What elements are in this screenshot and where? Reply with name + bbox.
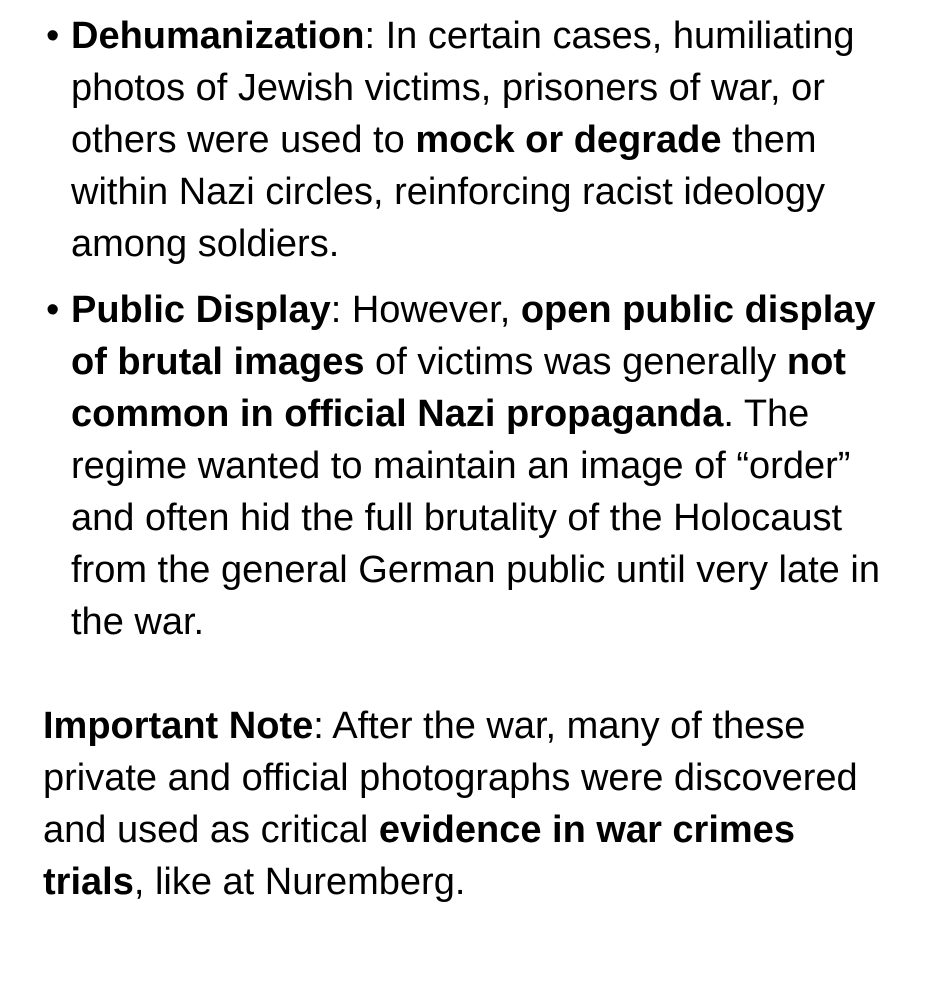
text-segment: , like at Nuremberg. [133,861,466,903]
bullet-term: Dehumanization [71,15,365,57]
text-segment: : After the war, many of these private and official photographs were discovered and used as critical [43,705,858,851]
text-segment: . The regime wanted to maintain an image of “order” and often hid the full brutality of the Holocaust from the general German public until very late in the war. [71,393,880,643]
emphasis-text: mock or degrade [415,119,722,161]
bullet-term: Public Display [71,289,331,331]
emphasis-text: not common in official Nazi propaganda [71,341,846,435]
bullet-dot-icon: • [46,15,60,57]
bullet-dot-icon: • [46,289,60,331]
bullet-text [71,284,889,648]
emphasis-text: evidence in war crimes trials [43,809,795,903]
text-segment: : In certain cases, humiliating photos of Jewish victims, prisoners of war, or others were used to [71,15,855,161]
note-label: Important Note [43,705,314,747]
text-segment: them within Nazi circles, reinforcing racist ideology among soldiers. [71,119,825,265]
emphasis-text: open public display of brutal images [71,289,876,383]
bullet-text [71,10,889,270]
text-segment: : However, [330,289,521,331]
text-segment: of victims was generally [364,341,787,383]
bullet-item-dehumanization [0,10,929,270]
bullet-item-public-display [0,284,929,648]
important-note-paragraph [43,700,889,908]
bullet-list [0,10,929,648]
